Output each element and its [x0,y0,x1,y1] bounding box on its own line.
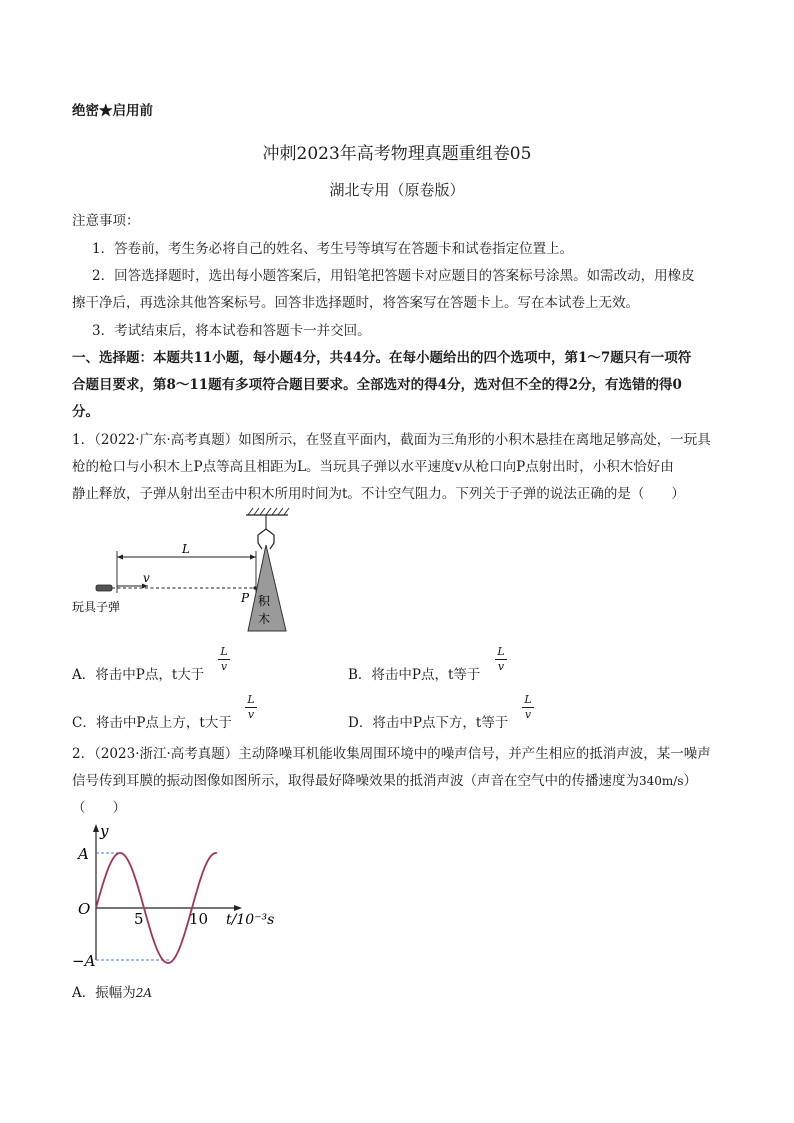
x-axis-label: t/10⁻³s [226,912,275,928]
q1-stem-line1: 1．（2022·广东·高考真题）如图所示，在竖直平面内，截面为三角形的小积木悬挂在离地足够高处，一玩具 [72,432,711,448]
q1-option-b[interactable]: B．将击中P点，t等于 [348,667,481,683]
q1-option-d[interactable]: D．将击中P点下方，t等于 [348,715,509,731]
q2-stem-line2: 信号传到耳膜的振动图像如图所示，取得最好降噪效果的抵消声波（声音在空气中的传播速度为340m/s） [72,773,697,789]
q1-option-b-fraction: L v [494,645,508,673]
q2-stem-line3: （ ） [72,800,126,816]
section-heading-line2: 合题目要求，第8～11题有多项符合题目要求。全部选对的得4分，选对但不全的得2分，有选错的得0 [72,377,682,393]
tick-label-10: 10 [189,910,209,928]
point-p [253,586,256,589]
q2-speed-value: 340m/s [639,774,684,788]
note-1: 1．答卷前，考生务必将自己的姓名、考生号等填写在答题卡和试卷指定位置上。 [92,241,574,257]
page-subtitle: 湖北专用（原卷版） [329,181,465,199]
q1-option-a-fraction: L v [217,645,231,673]
q2-vibration-graph [70,820,290,972]
section-heading-line3: 分。 [72,404,99,420]
x-axis-arrow [234,905,242,911]
confidential-mark: 绝密★启用前 [72,103,153,119]
label-L: L [182,542,190,556]
q1-option-c-fraction: L v [244,693,258,721]
q1-stem-line3: 静止释放，子弹从射出至击中积木所用时间为t。不计空气阻力。下列关于子弹的说法正确的是（ ） [72,486,685,502]
notes-heading: 注意事项： [72,213,140,229]
q2-stem-line1: 2．（2023·浙江·高考真题）主动降噪耳机能收集周围环境中的噪声信号，并产生相应的抵消声波，某一噪声 [72,746,711,762]
page-title: 冲刺2023年高考物理真题重组卷05 [262,144,532,164]
y-axis-label: y [100,822,109,840]
block-char2: 木 [258,612,271,626]
y-axis-arrow [93,824,99,832]
q1-figure [70,505,300,635]
section-heading-line1: 一、选择题：本题共11小题，每小题4分，共44分。在每小题给出的四个选项中，第1～7题只有一项符 [72,350,692,366]
tick-label-5: 5 [134,910,144,928]
note-2-line2: 擦干净后，再选涂其他答案标号。回答非选择题时，将答案写在答题卡上。写在本试卷上无效。 [72,295,639,311]
tick-label-negA: −A [72,952,96,970]
q1-option-a[interactable]: A．将击中P点，t大于 [72,667,205,683]
note-2-line1: 2．回答选择题时，选出每小题答案后，用铅笔把答题卡对应题目的答案标号涂黑。如需改动，用橡皮 [92,268,695,284]
q1-option-d-fraction: L v [521,693,535,721]
q1-option-c[interactable]: C．将击中P点上方，t大于 [72,715,232,731]
label-P: P [241,591,250,605]
label-v: v [143,571,150,585]
ceiling-hatch [248,508,289,515]
block-char1: 积 [258,594,271,608]
origin-label: O [78,900,91,918]
note-3: 3．考试结束后，将本试卷和答题卡一并交回。 [92,323,371,339]
q2-option-a-value: 2A [135,986,153,1000]
bullet-icon [96,585,112,591]
q2-option-a[interactable]: A．振幅为2A [72,985,153,1001]
bullet-label: 玩具子弹 [72,600,121,614]
tick-label-A: A [78,845,89,863]
q1-stem-line2: 枪的枪口与小积木上P点等高且相距为L。当玩具子弹以水平速度v从枪口向P点射出时，小积木恰好由 [72,459,674,475]
